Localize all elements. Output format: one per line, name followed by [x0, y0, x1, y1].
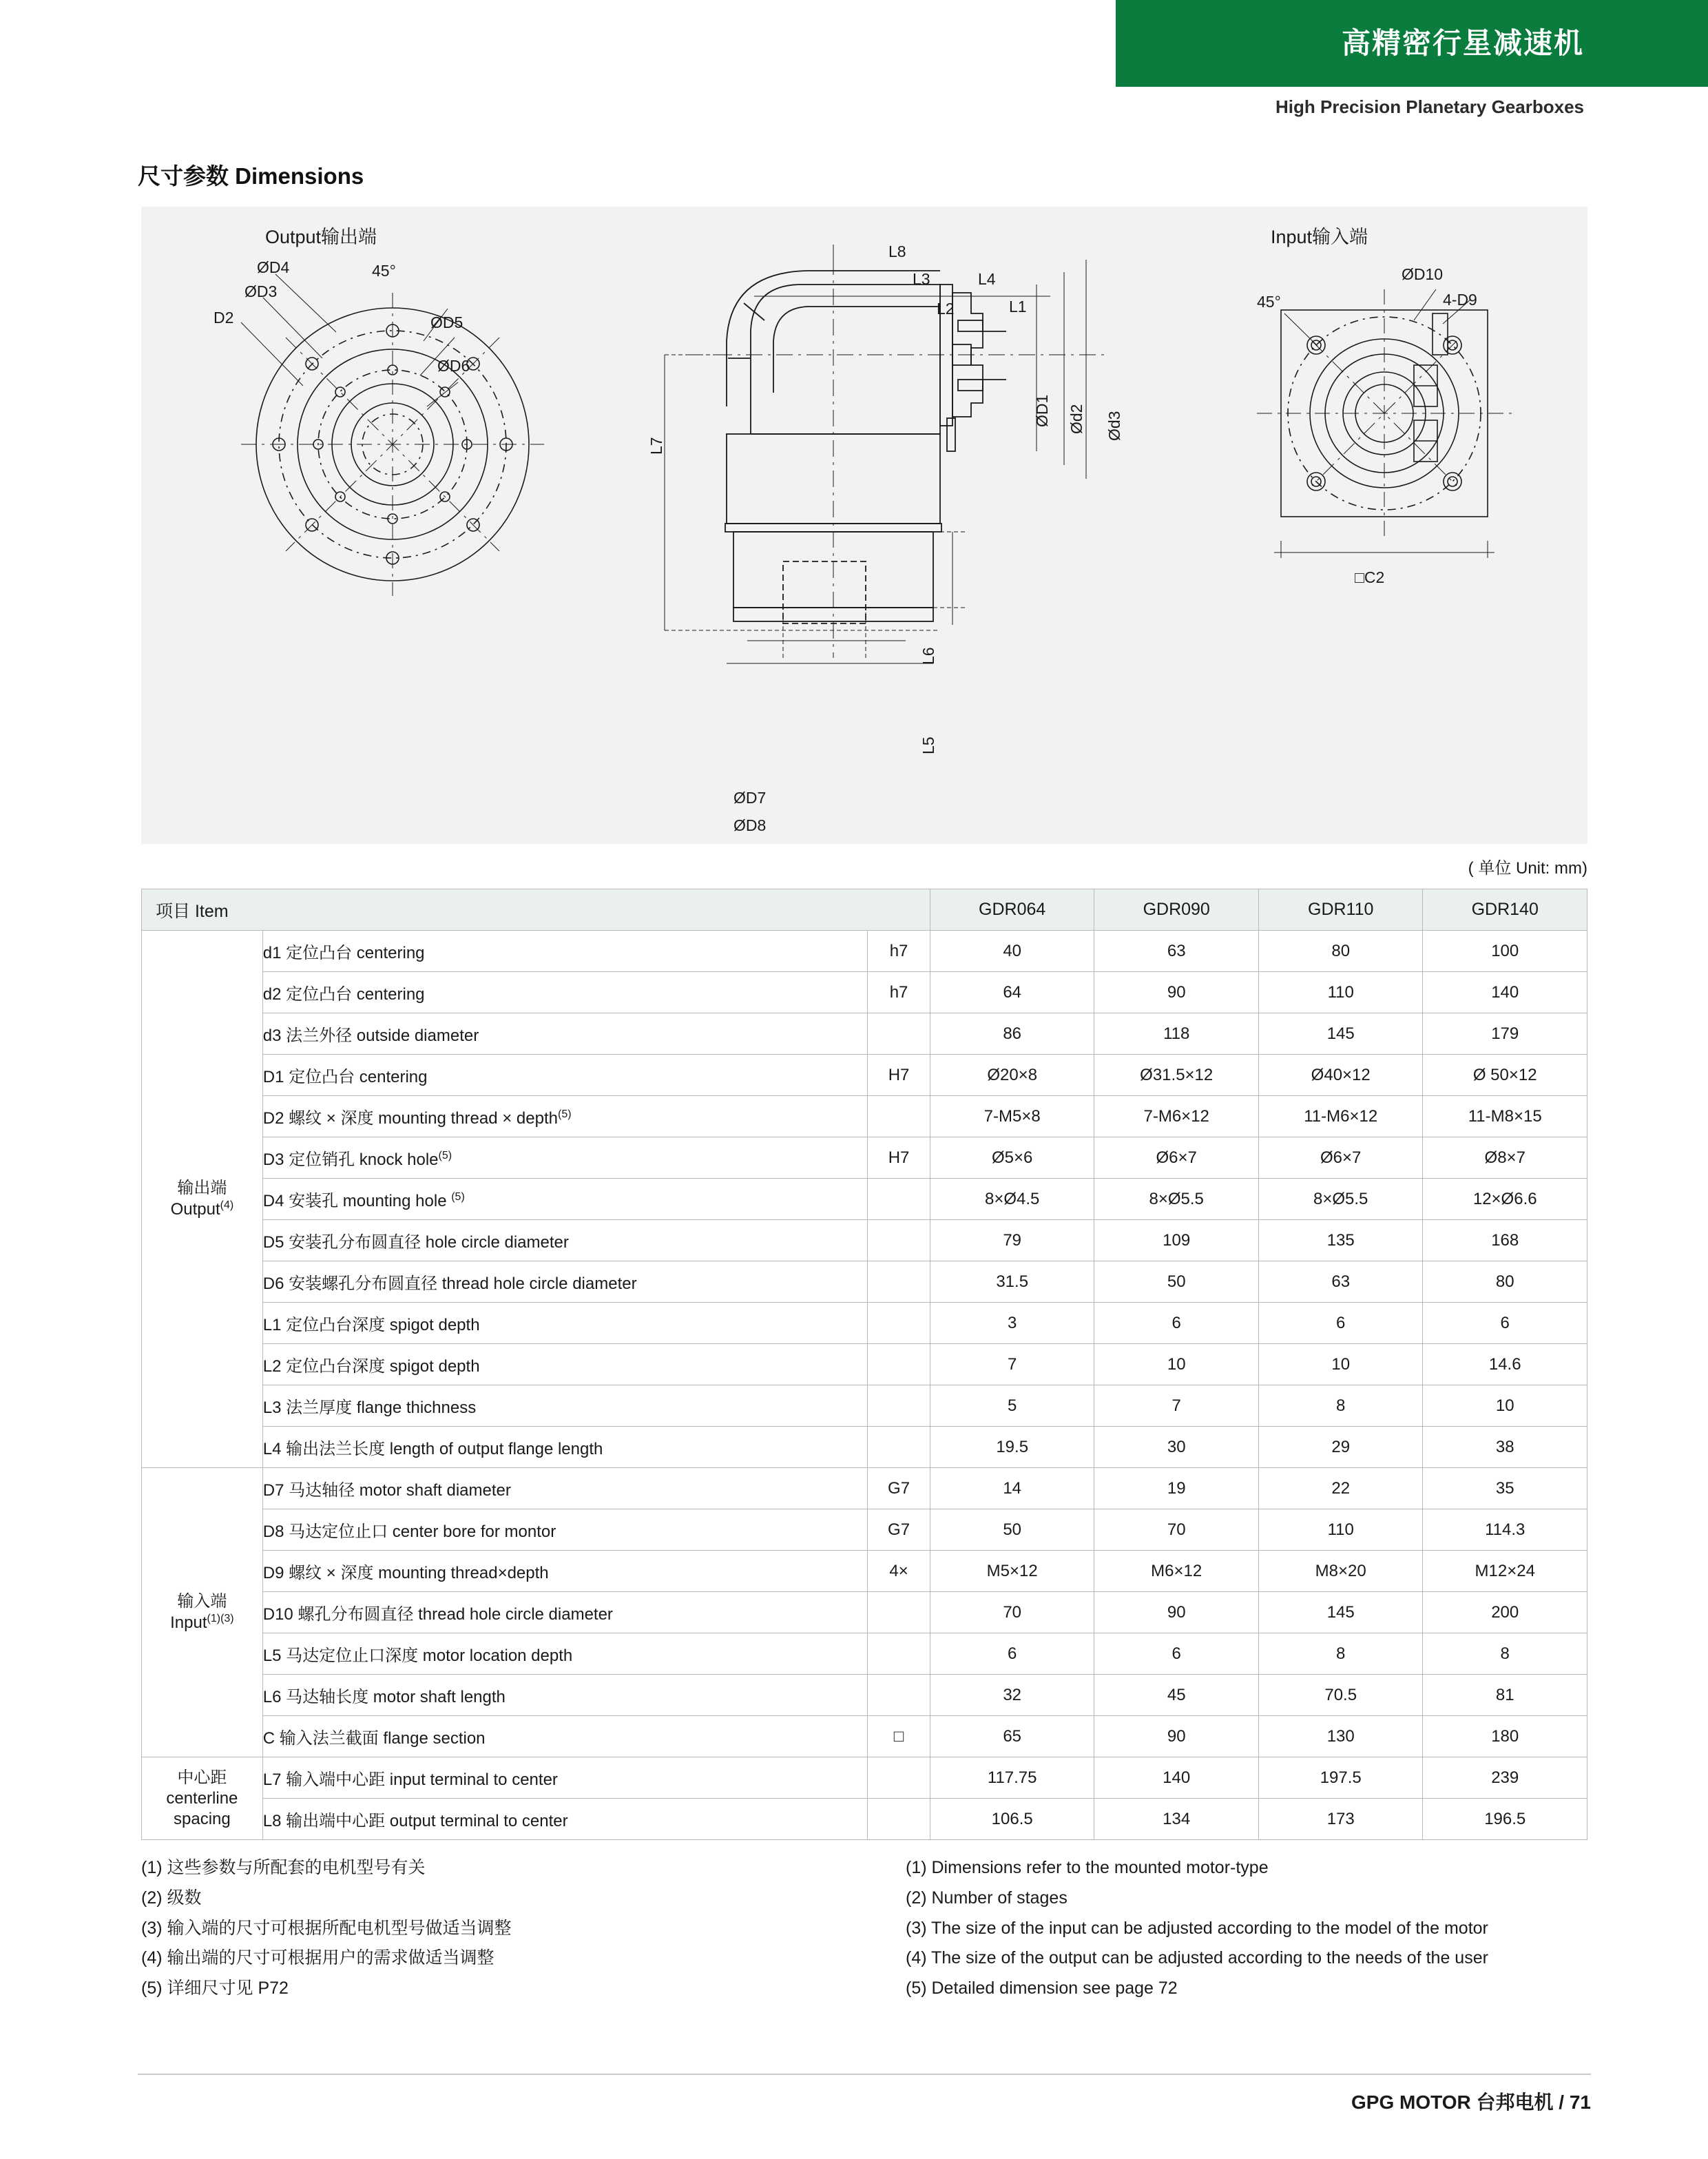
footnote-cn-4: (4) 输出端的尺寸可根据用户的需求做适当调整 [141, 1948, 494, 1968]
group-center-cn: 中心距 [177, 1768, 227, 1787]
row-value: 31.5 [930, 1261, 1094, 1303]
label-d6: ØD6 [437, 357, 470, 375]
row-fit [868, 1385, 930, 1427]
row-value: 80 [1423, 1261, 1587, 1303]
unit-note: ( 单位 Unit: mm) [1468, 859, 1587, 878]
row-value: 180 [1423, 1716, 1587, 1757]
row-value: 117.75 [930, 1757, 1094, 1799]
row-fit [868, 1220, 930, 1261]
row-value: 22 [1258, 1468, 1422, 1509]
table-row [142, 1344, 1587, 1385]
footnote-en-1: (1) Dimensions refer to the mounted motor-type [906, 1858, 1269, 1877]
row-value: 100 [1423, 931, 1587, 972]
group-center-en1: centerline [166, 1788, 238, 1808]
row-value: 5 [930, 1385, 1094, 1427]
dimensions-table [141, 889, 1587, 1840]
table-row [142, 1716, 1587, 1757]
footnote-cn-3: (3) 输入端的尺寸可根据所配电机型号做适当调整 [141, 1918, 512, 1938]
label-l6: L6 [919, 647, 937, 665]
row-desc: L3 法兰厚度 flange thichness [262, 1385, 867, 1427]
row-desc-sup: (5) [451, 1191, 465, 1203]
row-value: 29 [1258, 1427, 1422, 1468]
footnote-en-2: (2) Number of stages [906, 1888, 1068, 1908]
label-d2: D2 [214, 309, 234, 327]
label-d8: ØD8 [733, 816, 767, 834]
row-value: M6×12 [1094, 1551, 1259, 1592]
header-title-chinese: 高精密行星减速机 [1341, 27, 1584, 59]
table-row [142, 972, 1587, 1013]
row-value: 134 [1094, 1799, 1259, 1840]
table-row [142, 1055, 1587, 1096]
label-angle-45-input: 45° [1257, 293, 1281, 311]
footer-divider [138, 2074, 1591, 2075]
row-fit: h7 [868, 972, 930, 1013]
row-value: 90 [1094, 972, 1259, 1013]
row-value: 65 [930, 1716, 1094, 1757]
row-value: 140 [1094, 1757, 1259, 1799]
row-value: 6 [1258, 1303, 1422, 1344]
row-value: 173 [1258, 1799, 1422, 1840]
footnote-en-4: (4) The size of the output can be adjusted according to the needs of the user [906, 1948, 1488, 1968]
row-desc: D5 安装孔分布圆直径 hole circle diameter [262, 1220, 867, 1261]
row-value: 19.5 [930, 1427, 1094, 1468]
row-value: 86 [930, 1013, 1094, 1055]
row-value: 70.5 [1258, 1675, 1422, 1716]
row-desc [262, 1096, 867, 1137]
group-output-en: Output [170, 1200, 220, 1219]
table-row [142, 1592, 1587, 1633]
row-value: 11-M6×12 [1258, 1096, 1422, 1137]
row-value: 145 [1258, 1013, 1422, 1055]
row-value: 135 [1258, 1220, 1422, 1261]
row-fit [868, 1261, 930, 1303]
row-value: 106.5 [930, 1799, 1094, 1840]
row-value: Ø8×7 [1423, 1137, 1587, 1179]
row-value: 38 [1423, 1427, 1587, 1468]
row-value: 6 [1094, 1633, 1259, 1675]
row-desc-sup: (5) [438, 1150, 452, 1161]
footnote-en-3: (3) The size of the input can be adjusted according to the model of the motor [906, 1918, 1488, 1938]
table-header-model-1: GDR090 [1094, 889, 1259, 931]
row-value: 6 [1423, 1303, 1587, 1344]
label-d10: ØD10 [1402, 265, 1444, 283]
row-value: 50 [1094, 1261, 1259, 1303]
side-section-drawing [623, 245, 1188, 809]
row-fit [868, 1303, 930, 1344]
footer-brand-page: GPG MOTOR 台邦电机 / 71 [1351, 2091, 1591, 2113]
row-value: 6 [1094, 1303, 1259, 1344]
row-fit: H7 [868, 1055, 930, 1096]
group-center-en2: spacing [174, 1809, 231, 1828]
footnote-en-5: (5) Detailed dimension see page 72 [906, 1979, 1178, 1998]
row-desc: d1 定位凸台 centering [262, 931, 867, 972]
row-value: 8 [1258, 1385, 1422, 1427]
row-fit: H7 [868, 1137, 930, 1179]
footnotes-english [906, 1853, 1594, 2004]
row-desc-text: D2 螺纹 × 深度 mounting thread × depth [262, 1109, 558, 1128]
header-title-english: High Precision Planetary Gearboxes [1275, 96, 1584, 117]
row-desc: L2 定位凸台深度 spigot depth [262, 1344, 867, 1385]
table-header-model-2: GDR110 [1258, 889, 1422, 931]
row-value: 64 [930, 972, 1094, 1013]
table-header-item: 项目 Item [142, 889, 930, 931]
table-row [142, 1509, 1587, 1551]
label-d3-side: Ød3 [1105, 411, 1123, 441]
row-value: 7-M5×8 [930, 1096, 1094, 1137]
label-4-d9: 4-D9 [1443, 291, 1477, 309]
table-row [142, 1799, 1587, 1840]
row-value: 8 [1423, 1633, 1587, 1675]
footnote-cn-5: (5) 详细尺寸见 P72 [141, 1979, 289, 1998]
row-value: Ø6×7 [1094, 1137, 1259, 1179]
label-l5: L5 [919, 736, 937, 754]
row-desc: d2 定位凸台 centering [262, 972, 867, 1013]
label-c2: □C2 [1355, 568, 1385, 586]
row-fit [868, 1757, 930, 1799]
label-l4: L4 [978, 270, 996, 288]
label-d4: ØD4 [257, 258, 290, 276]
table-row [142, 1757, 1587, 1799]
row-value: 70 [1094, 1509, 1259, 1551]
row-value: 130 [1258, 1716, 1422, 1757]
row-value: 70 [930, 1592, 1094, 1633]
footnotes-chinese [141, 1853, 802, 2004]
row-value: 114.3 [1423, 1509, 1587, 1551]
table-row [142, 1427, 1587, 1468]
row-fit: h7 [868, 931, 930, 972]
section-title: 尺寸参数 Dimensions [138, 163, 364, 189]
label-d3: ØD3 [244, 282, 278, 300]
row-desc [262, 1137, 867, 1179]
label-l1: L1 [1009, 298, 1027, 316]
row-fit [868, 1675, 930, 1716]
table-header-row [142, 889, 1587, 931]
row-value: 110 [1258, 972, 1422, 1013]
dimension-drawing-panel [141, 207, 1587, 844]
dimensions-table-wrapper [141, 889, 1587, 1840]
table-row [142, 931, 1587, 972]
page-header [0, 0, 1708, 87]
row-value: 196.5 [1423, 1799, 1587, 1840]
row-desc: D10 螺孔分布圆直径 thread hole circle diameter [262, 1592, 867, 1633]
table-row [142, 1468, 1587, 1509]
row-value: 79 [930, 1220, 1094, 1261]
row-value: 12×Ø6.6 [1423, 1179, 1587, 1220]
row-fit [868, 1633, 930, 1675]
row-value: Ø6×7 [1258, 1137, 1422, 1179]
row-value: 90 [1094, 1592, 1259, 1633]
table-header-model-0: GDR064 [930, 889, 1094, 931]
group-label-centerline [142, 1757, 263, 1840]
footnote-cn-2: (2) 级数 [141, 1888, 202, 1908]
group-label-input [142, 1468, 263, 1757]
group-input-en: Input [170, 1613, 207, 1632]
row-value: M12×24 [1423, 1551, 1587, 1592]
row-desc-text: D3 定位销孔 knock hole [262, 1150, 439, 1169]
row-value: 140 [1423, 972, 1587, 1013]
row-desc: L6 马达轴长度 motor shaft length [262, 1675, 867, 1716]
table-row [142, 1633, 1587, 1675]
row-value: 30 [1094, 1427, 1259, 1468]
label-l3: L3 [913, 270, 930, 288]
row-desc: D8 马达定位止口 center bore for montor [262, 1509, 867, 1551]
row-desc: D9 螺纹 × 深度 mounting thread×depth [262, 1551, 867, 1592]
table-row [142, 1013, 1587, 1055]
row-value: 8×Ø4.5 [930, 1179, 1094, 1220]
row-value: M8×20 [1258, 1551, 1422, 1592]
row-desc: D6 安装螺孔分布圆直径 thread hole circle diameter [262, 1261, 867, 1303]
group-output-cn: 输出端 [177, 1179, 227, 1197]
group-input-sup: (1)(3) [207, 1613, 234, 1624]
row-value: Ø31.5×12 [1094, 1055, 1259, 1096]
label-l2: L2 [937, 300, 955, 318]
table-row [142, 1303, 1587, 1344]
input-face-drawing [1236, 282, 1553, 613]
row-value: 35 [1423, 1468, 1587, 1509]
row-value: 197.5 [1258, 1757, 1422, 1799]
label-angle-45-output: 45° [372, 262, 396, 280]
row-value: 109 [1094, 1220, 1259, 1261]
row-fit [868, 1427, 930, 1468]
table-row [142, 1385, 1587, 1427]
row-value: 11-M8×15 [1423, 1096, 1587, 1137]
row-value: 7 [1094, 1385, 1259, 1427]
row-fit [868, 1799, 930, 1840]
row-desc-text: D4 安装孔 mounting hole [262, 1192, 452, 1210]
output-face-drawing [220, 248, 579, 634]
row-desc: C 输入法兰截面 flange section [262, 1716, 867, 1757]
row-value: Ø40×12 [1258, 1055, 1422, 1096]
table-row [142, 1551, 1587, 1592]
row-value: 19 [1094, 1468, 1259, 1509]
row-fit [868, 1179, 930, 1220]
row-desc: L8 输出端中心距 output terminal to center [262, 1799, 867, 1840]
row-fit: 4× [868, 1551, 930, 1592]
row-value: 45 [1094, 1675, 1259, 1716]
table-row [142, 1220, 1587, 1261]
row-value: 10 [1094, 1344, 1259, 1385]
row-fit [868, 1013, 930, 1055]
row-desc: D7 马达轴径 motor shaft diameter [262, 1468, 867, 1509]
table-row [142, 1675, 1587, 1716]
table-row [142, 1179, 1587, 1220]
row-value: 10 [1423, 1385, 1587, 1427]
header-green-edge [1598, 0, 1708, 87]
row-fit: □ [868, 1716, 930, 1757]
row-value: 110 [1258, 1509, 1422, 1551]
row-desc: L5 马达定位止口深度 motor location depth [262, 1633, 867, 1675]
row-value: 40 [930, 931, 1094, 972]
row-value: Ø 50×12 [1423, 1055, 1587, 1096]
row-value: 6 [930, 1633, 1094, 1675]
group-output-sup: (4) [220, 1199, 234, 1211]
row-value: 50 [930, 1509, 1094, 1551]
row-value: 8 [1258, 1633, 1422, 1675]
row-value: 90 [1094, 1716, 1259, 1757]
row-value: 7 [930, 1344, 1094, 1385]
row-value: 14 [930, 1468, 1094, 1509]
row-value: 179 [1423, 1013, 1587, 1055]
row-value: Ø5×6 [930, 1137, 1094, 1179]
label-l8: L8 [888, 242, 906, 260]
row-desc [262, 1179, 867, 1220]
row-value: 118 [1094, 1013, 1259, 1055]
row-fit: G7 [868, 1509, 930, 1551]
row-desc: d3 法兰外径 outside diameter [262, 1013, 867, 1055]
row-value: 63 [1258, 1261, 1422, 1303]
row-fit [868, 1592, 930, 1633]
label-d5: ØD5 [430, 313, 464, 331]
row-value: 168 [1423, 1220, 1587, 1261]
row-fit: G7 [868, 1468, 930, 1509]
row-value: 63 [1094, 931, 1259, 972]
footnote-cn-1: (1) 这些参数与所配套的电机型号有关 [141, 1858, 426, 1877]
row-value: 239 [1423, 1757, 1587, 1799]
row-desc: L1 定位凸台深度 spigot depth [262, 1303, 867, 1344]
row-fit [868, 1344, 930, 1385]
row-desc: L4 输出法兰长度 length of output flange length [262, 1427, 867, 1468]
table-row [142, 1096, 1587, 1137]
output-view-caption: Output输出端 [265, 227, 377, 247]
table-row [142, 1137, 1587, 1179]
row-value: 10 [1258, 1344, 1422, 1385]
row-value: 7-M6×12 [1094, 1096, 1259, 1137]
row-value: 81 [1423, 1675, 1587, 1716]
row-desc: D1 定位凸台 centering [262, 1055, 867, 1096]
row-value: 8×Ø5.5 [1094, 1179, 1259, 1220]
label-d7: ØD7 [733, 789, 767, 807]
row-value: M5×12 [930, 1551, 1094, 1592]
row-value: 200 [1423, 1592, 1587, 1633]
row-value: 145 [1258, 1592, 1422, 1633]
row-value: 14.6 [1423, 1344, 1587, 1385]
row-value: 80 [1258, 931, 1422, 972]
row-value: 32 [930, 1675, 1094, 1716]
group-label-output [142, 931, 263, 1468]
row-value: Ø20×8 [930, 1055, 1094, 1096]
label-l7: L7 [647, 437, 665, 455]
row-desc: L7 输入端中心距 input terminal to center [262, 1757, 867, 1799]
table-row [142, 1261, 1587, 1303]
row-value: 3 [930, 1303, 1094, 1344]
input-view-caption: Input输入端 [1271, 227, 1368, 247]
label-d2-side: Ød2 [1068, 404, 1085, 434]
group-input-cn: 输入端 [177, 1592, 227, 1611]
row-fit [868, 1096, 930, 1137]
row-value: 8×Ø5.5 [1258, 1179, 1422, 1220]
label-d1: ØD1 [1033, 394, 1051, 427]
row-desc-sup: (5) [557, 1108, 572, 1120]
table-header-model-3: GDR140 [1423, 889, 1587, 931]
